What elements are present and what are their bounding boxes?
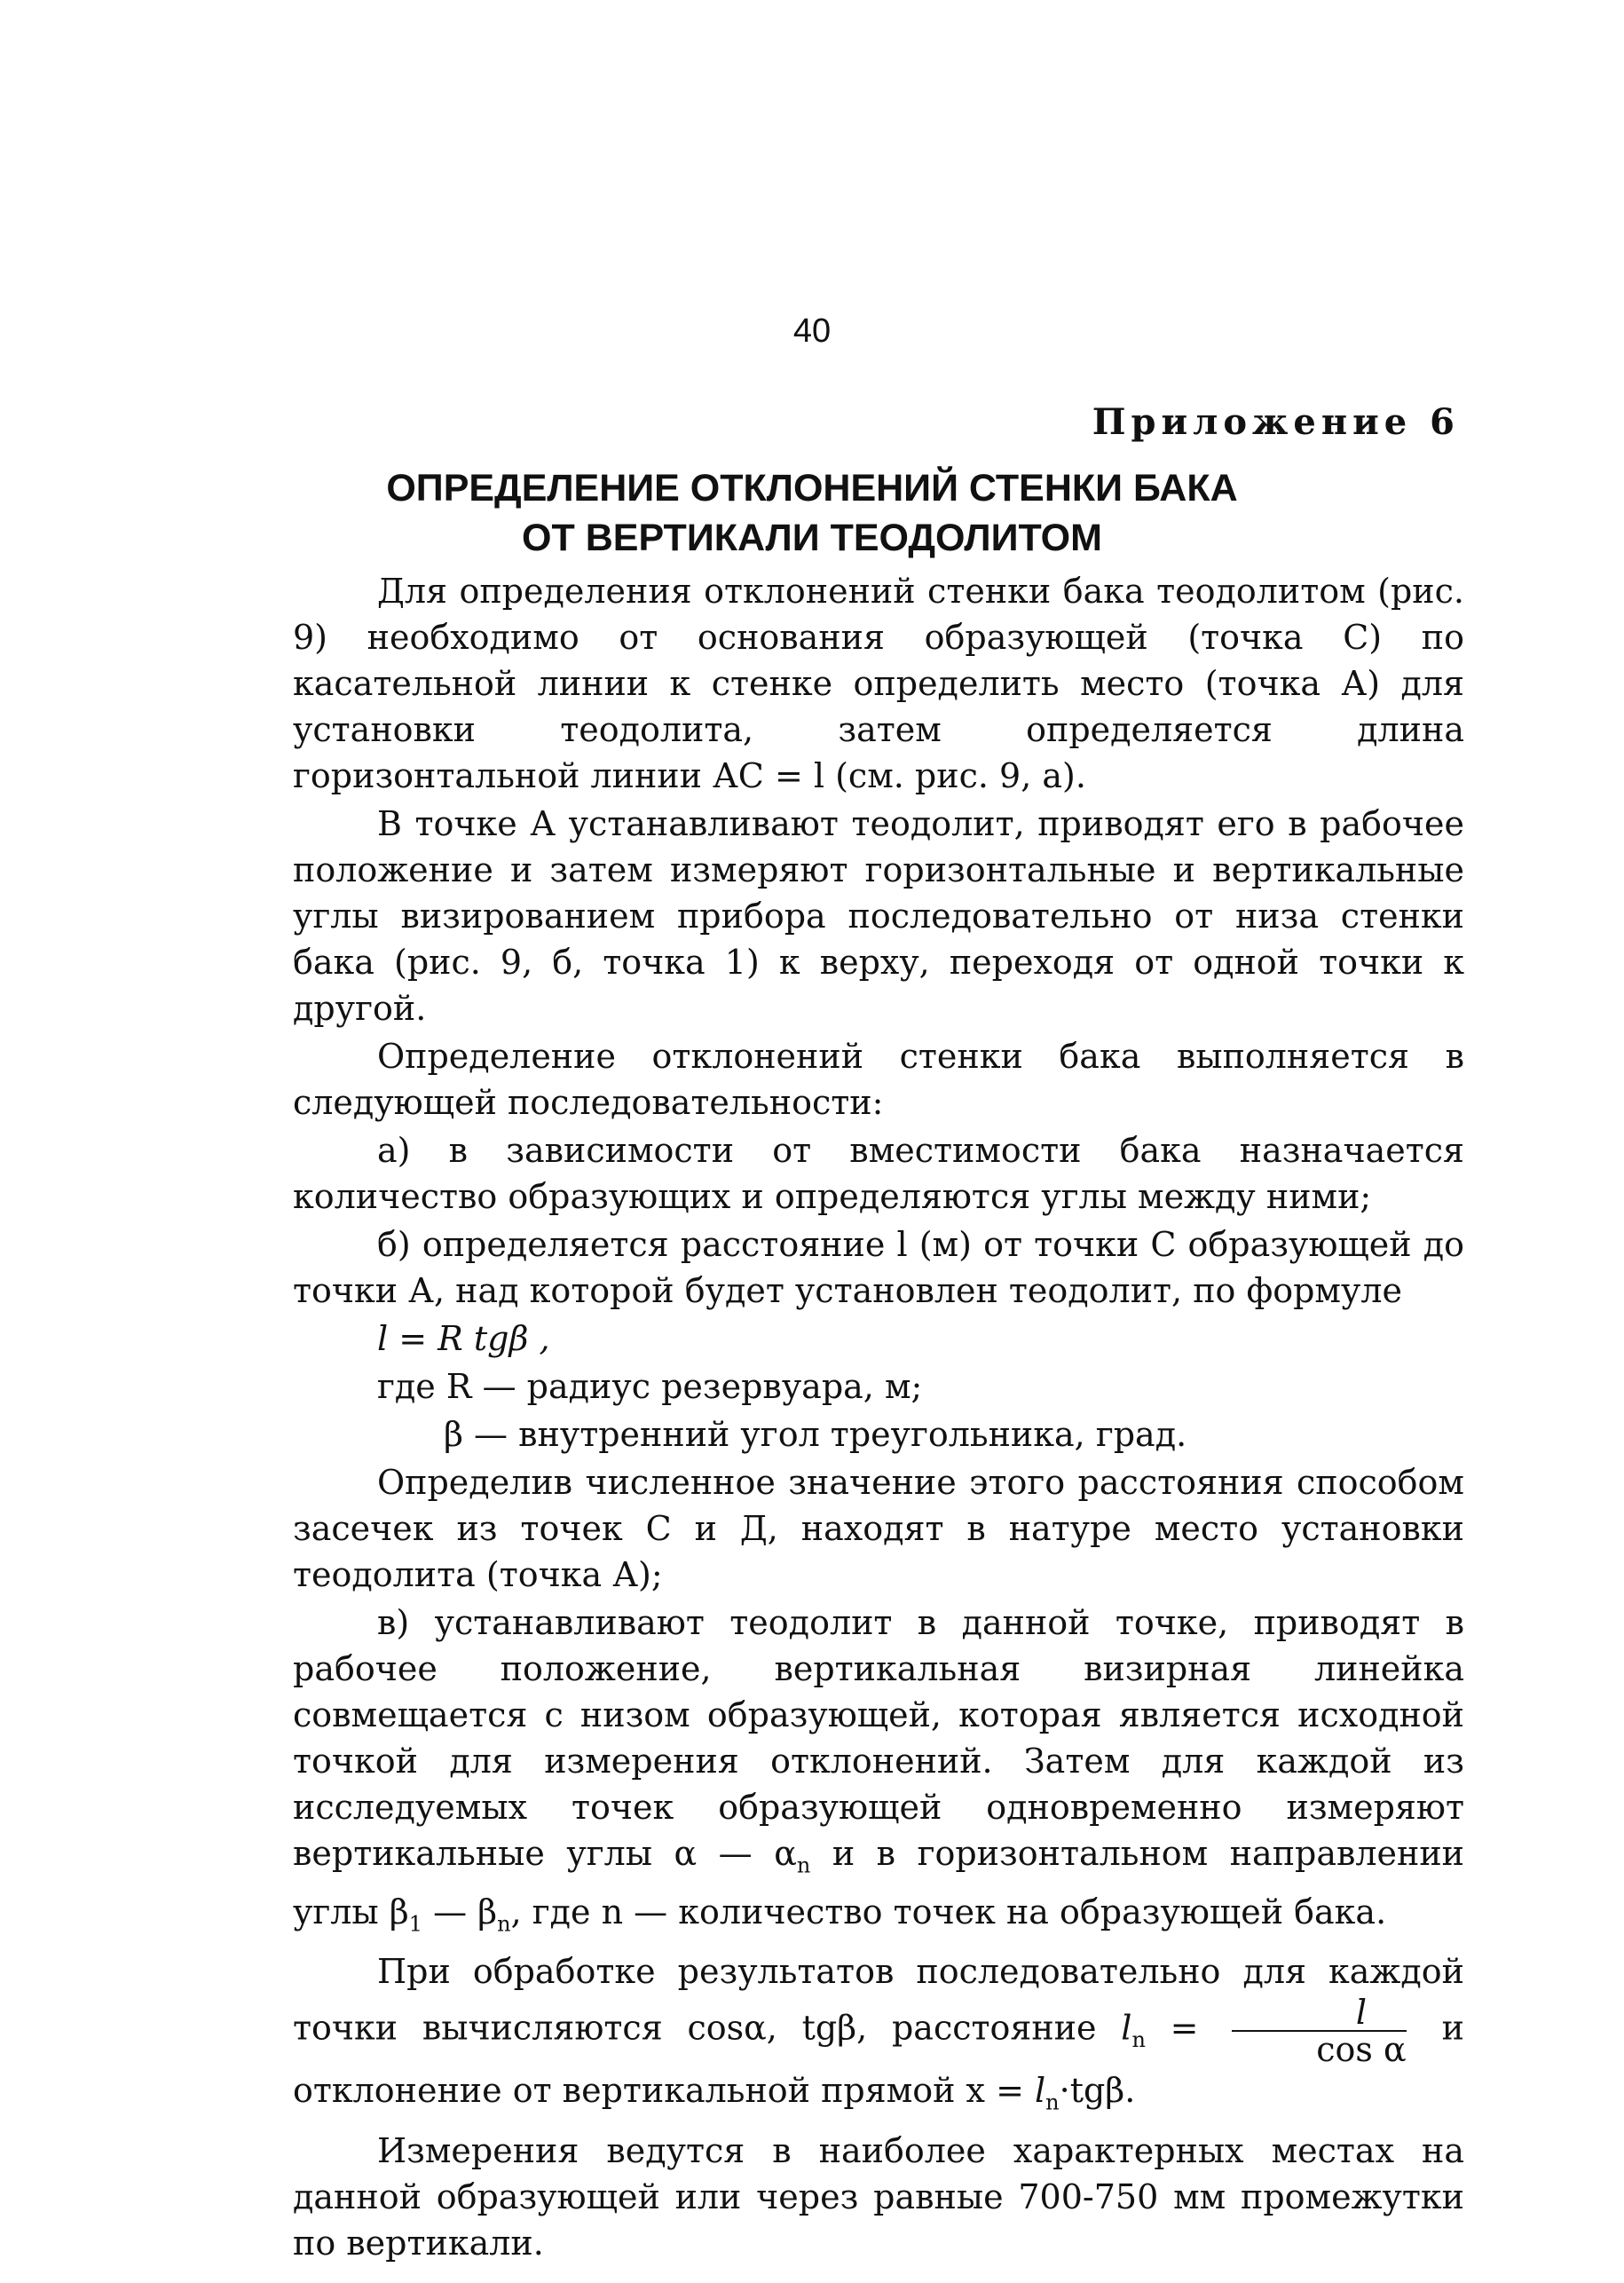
p7-subscript-n: n	[796, 1852, 811, 1878]
definition-beta: β — внутренний угол треугольника, град.	[444, 1415, 1187, 1454]
p7-text-b: и в горизонтальном направлении углы β	[293, 1834, 1465, 1931]
fraction-numerator: l	[1232, 1995, 1406, 2032]
paragraph-7	[293, 1600, 1464, 1947]
p8-subscript-n2: n	[1045, 2089, 1060, 2115]
p8-l-symbol: l	[1121, 2008, 1132, 2048]
p7-text-a: в) устанавливают теодолит в данной точке, приводят в рабочее положение, вертикальная визирная линейка совмещается с низом образующей, которая является исходной точкой для измерения отклонений. Затем для каждой из исследуемых точек образующей одновременно измеряют вертикальные углы α — α	[293, 1603, 1464, 1873]
paragraph-3: Определение отклонений стенки бака выполняется в следующей последовательности:	[293, 1037, 1464, 1122]
paragraph-6: Определив численное значение этого расстояния способом засечек из точек С и Д, находят в натуре место установки теодолита (точка А);	[293, 1463, 1464, 1594]
paragraph-4: а) в зависимости от вместимости бака назначается количество образующих и определяются углы между ними;	[293, 1131, 1464, 1216]
definition-r: где R — радиус резервуара, м;	[377, 1367, 923, 1406]
title-line-1: ОПРЕДЕЛЕНИЕ ОТКЛОНЕНИЙ СТЕНКИ БАКА	[386, 467, 1238, 510]
paragraph-5: б) определяется расстояние l (м) от точки С образующей до точки А, над которой будет установлен теодолит, по формуле	[293, 1225, 1464, 1310]
p7-subscript-n2: n	[497, 1911, 511, 1937]
paragraph-8	[293, 1948, 1464, 2126]
title-line-2: ОТ ВЕРТИКАЛИ ТЕОДОЛИТОМ	[522, 517, 1102, 559]
fraction-l-over-cos	[1232, 1993, 1407, 2070]
p8-subscript-n: n	[1131, 2027, 1146, 2053]
p7-subscript-1: 1	[408, 1911, 422, 1937]
page-number: 40	[792, 312, 832, 350]
p7-text-d: , где n — количество точек на образующей бака.	[510, 1892, 1387, 1931]
p8-l-symbol-2: l	[1034, 2071, 1046, 2111]
paragraph-1: Для определения отклонений стенки бака теодолитом (рис. 9) необходимо от основания образующей (точка С) по касательной линии к стенке определить место (точка А) для установки теодолита, затем определяется длина горизонтальной линии АС = l (см. рис. 9, а).	[293, 572, 1464, 795]
appendix-label: Приложение 6	[1092, 401, 1460, 443]
body-text	[293, 568, 1464, 2268]
fraction-denominator: cos α	[1316, 2030, 1407, 2070]
p8-text-c: ·tgβ.	[1059, 2071, 1136, 2111]
paragraph-2: В точке А устанавливают теодолит, приводят его в рабочее положение и затем измеряют горизонтальные и вертикальные углы визированием прибора последовательно от низа стенки бака (рис. 9, б, точка 1) к верху, переходя от одной точки к другой.	[293, 804, 1464, 1028]
formula: l = R tgβ ,	[377, 1319, 550, 1358]
page-title	[0, 463, 1624, 563]
p8-text-a: При обработке результатов последовательно для каждой точки вычисляются cosα, tgβ, расстояние	[293, 1952, 1464, 2048]
paragraph-9: Измерения ведутся в наиболее характерных местах на данной образующей или через равные 700-750 мм промежутки по вертикали.	[293, 2130, 1464, 2263]
p7-text-c: — β	[422, 1892, 498, 1931]
p8-text-b: и отклонение от вертикальной прямой x =	[293, 2008, 1464, 2111]
p8-equals: =	[1145, 2008, 1224, 2048]
